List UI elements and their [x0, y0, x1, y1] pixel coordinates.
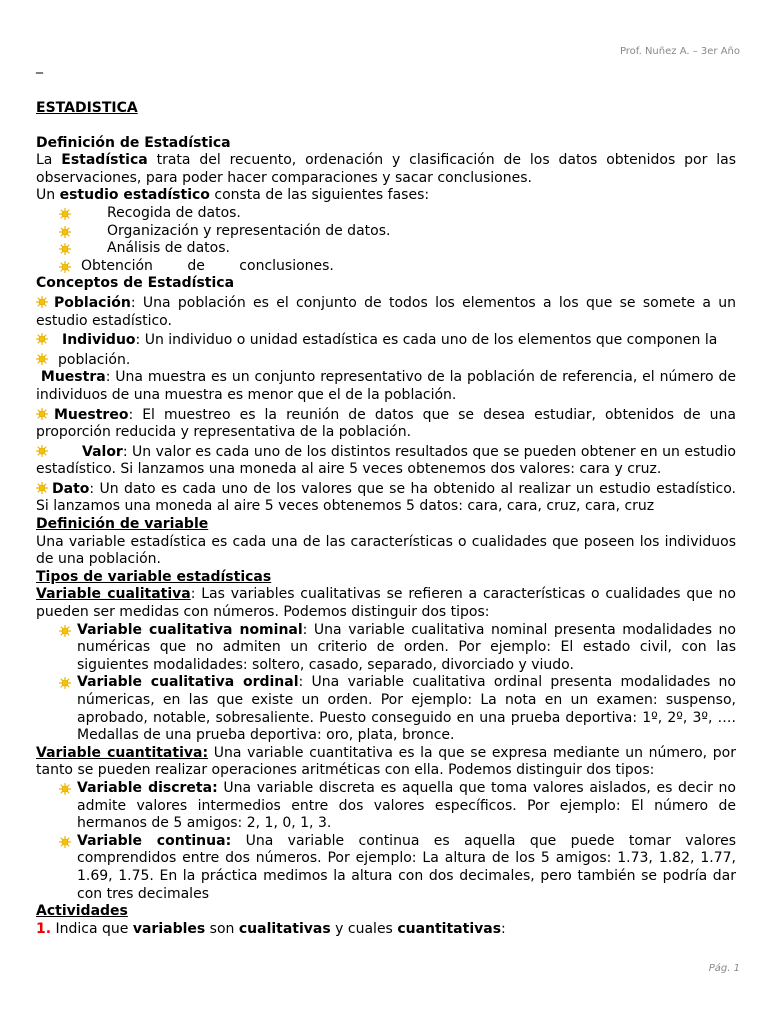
types-heading: Tipos de variable estadísticas — [36, 568, 272, 585]
definition-paragraph: La Estadística trata del recuento, ordenación y clasificación de los datos obtenidos por las observaciones, para poder hacer comparaciones y sacar conclusiones. — [36, 152, 736, 186]
phase-item: Recogida de datos. — [36, 205, 736, 223]
document-body — [36, 100, 736, 938]
nominal-item: Variable cualitativa nominal: Una variable cualitativa nominal presenta modalidades no numéricas que no admiten un criterio de orden. Por ejemplo: El estado civil, con las siguientes modalidades: soltero, casado, separado, divorciado y viudo. — [36, 622, 736, 675]
qualitative-paragraph: Variable cualitativa: Las variables cualitativas se refieren a características o cualidades que no pueden ser medidas con números. Podemos distinguir dos tipos: — [36, 586, 737, 621]
variable-heading: Definición de variable — [36, 516, 209, 533]
sun-bullet-icon — [59, 836, 71, 848]
sun-bullet-icon — [36, 445, 48, 457]
concept-valor: Valor: Un valor es cada uno de los distintos resultados que se pueden obtener en un estudio estadístico. Si lanzamos una moneda al aire 5 veces obtenemos dos valores: cara y cruz. — [36, 443, 736, 478]
document-title: ESTADISTICA — [36, 100, 138, 116]
activities-heading: Actividades — [36, 903, 128, 920]
concept-dato: Dato: Un dato es cada uno de los valores que se ha obtenido al realizar un estudio estadístico. Si lanzamos una moneda al aire 5 veces obtenemos 5 datos: cara, cara, cruz, cara, cruz — [36, 480, 736, 515]
phases-intro: Un estudio estadístico consta de las siguientes fases: — [36, 187, 430, 204]
concept-individuo-cont: población. — [36, 350, 736, 370]
concept-poblacion: Población: Una población es el conjunto de todos los elementos a los que se somete a un estudio estadístico. — [36, 294, 736, 329]
definition-heading: Definición de Estadística — [36, 134, 231, 151]
phase-item: Análisis de datos. — [36, 240, 736, 258]
discrete-item: Variable discreta: Una variable discreta es aquella que toma valores aislados, es decir no admite valores intermedios entre dos valores específicos. Por ejemplo: El número de hermanos de 5 amigos: 2, 1, 0, 1, 3. — [36, 780, 736, 833]
page-header: Prof. Nuñez A. – 3er Año — [619, 46, 740, 57]
activity-1: 1. Indica que variables son cualitativas y cuales cuantitativas: — [36, 920, 506, 937]
concept-muestra: Muestra: Una muestra es un conjunto representativo de la población de referencia, el número de individuos de una muestra es menor que el de la población. — [36, 369, 737, 403]
sun-bullet-icon — [59, 677, 71, 689]
sun-bullet-icon — [59, 226, 71, 238]
sun-bullet-icon — [36, 353, 48, 365]
concepts-heading: Conceptos de Estadística — [36, 275, 235, 292]
header-mark: _ — [36, 58, 43, 74]
phase-item: Obtención de conclusiones. — [36, 258, 736, 276]
sun-bullet-icon — [36, 408, 48, 420]
sun-bullet-icon — [36, 296, 48, 308]
concept-individuo: Individuo: Un individuo o unidad estadística es cada uno de los elementos que componen la — [36, 330, 736, 350]
sun-bullet-icon — [36, 482, 48, 494]
sun-bullet-icon — [59, 261, 71, 273]
variable-paragraph: Una variable estadística es cada una de las características o cualidades que poseen los individuos de una población. — [36, 533, 736, 568]
concept-muestreo: Muestreo: El muestreo es la reunión de datos que se desea estudiar, obtenidos de una proporción reducida y representativa de la población. — [36, 406, 736, 441]
sun-bullet-icon — [59, 243, 71, 255]
sun-bullet-icon — [59, 625, 71, 637]
sun-bullet-icon — [59, 208, 71, 220]
continuous-item: Variable continua: Una variable continua es aquella que puede tomar valores comprendidos entre dos números. Por ejemplo: La altura de los 5 amigos: 1.73, 1.82, 1.77, 1.69, 1.75. En la práctica medimos la altura con dos decimales, pero también se podría dar con tres decimales — [36, 833, 736, 903]
page-number: Pág. 1 — [708, 963, 740, 974]
sun-bullet-icon — [59, 783, 71, 795]
quantitative-paragraph: Variable cuantitativa: Una variable cuantitativa es la que se expresa mediante un número, por tanto se pueden realizar operaciones aritméticas con ella. Podemos distinguir dos tipos: — [36, 744, 736, 779]
phase-item: Organización y representación de datos. — [36, 223, 736, 241]
ordinal-item: Variable cualitativa ordinal: Una variable cualitativa ordinal presenta modalidades no númericas, en las que existe un orden. Por ejemplo: La nota en un examen: suspenso, aprobado, notable, sobresaliente. Puesto conseguido en una prueba deportiva: 1º, 2º, 3º, …. Medallas de una prueba deportiva: oro, plata, bronce. — [36, 674, 736, 744]
sun-bullet-icon — [36, 333, 48, 345]
